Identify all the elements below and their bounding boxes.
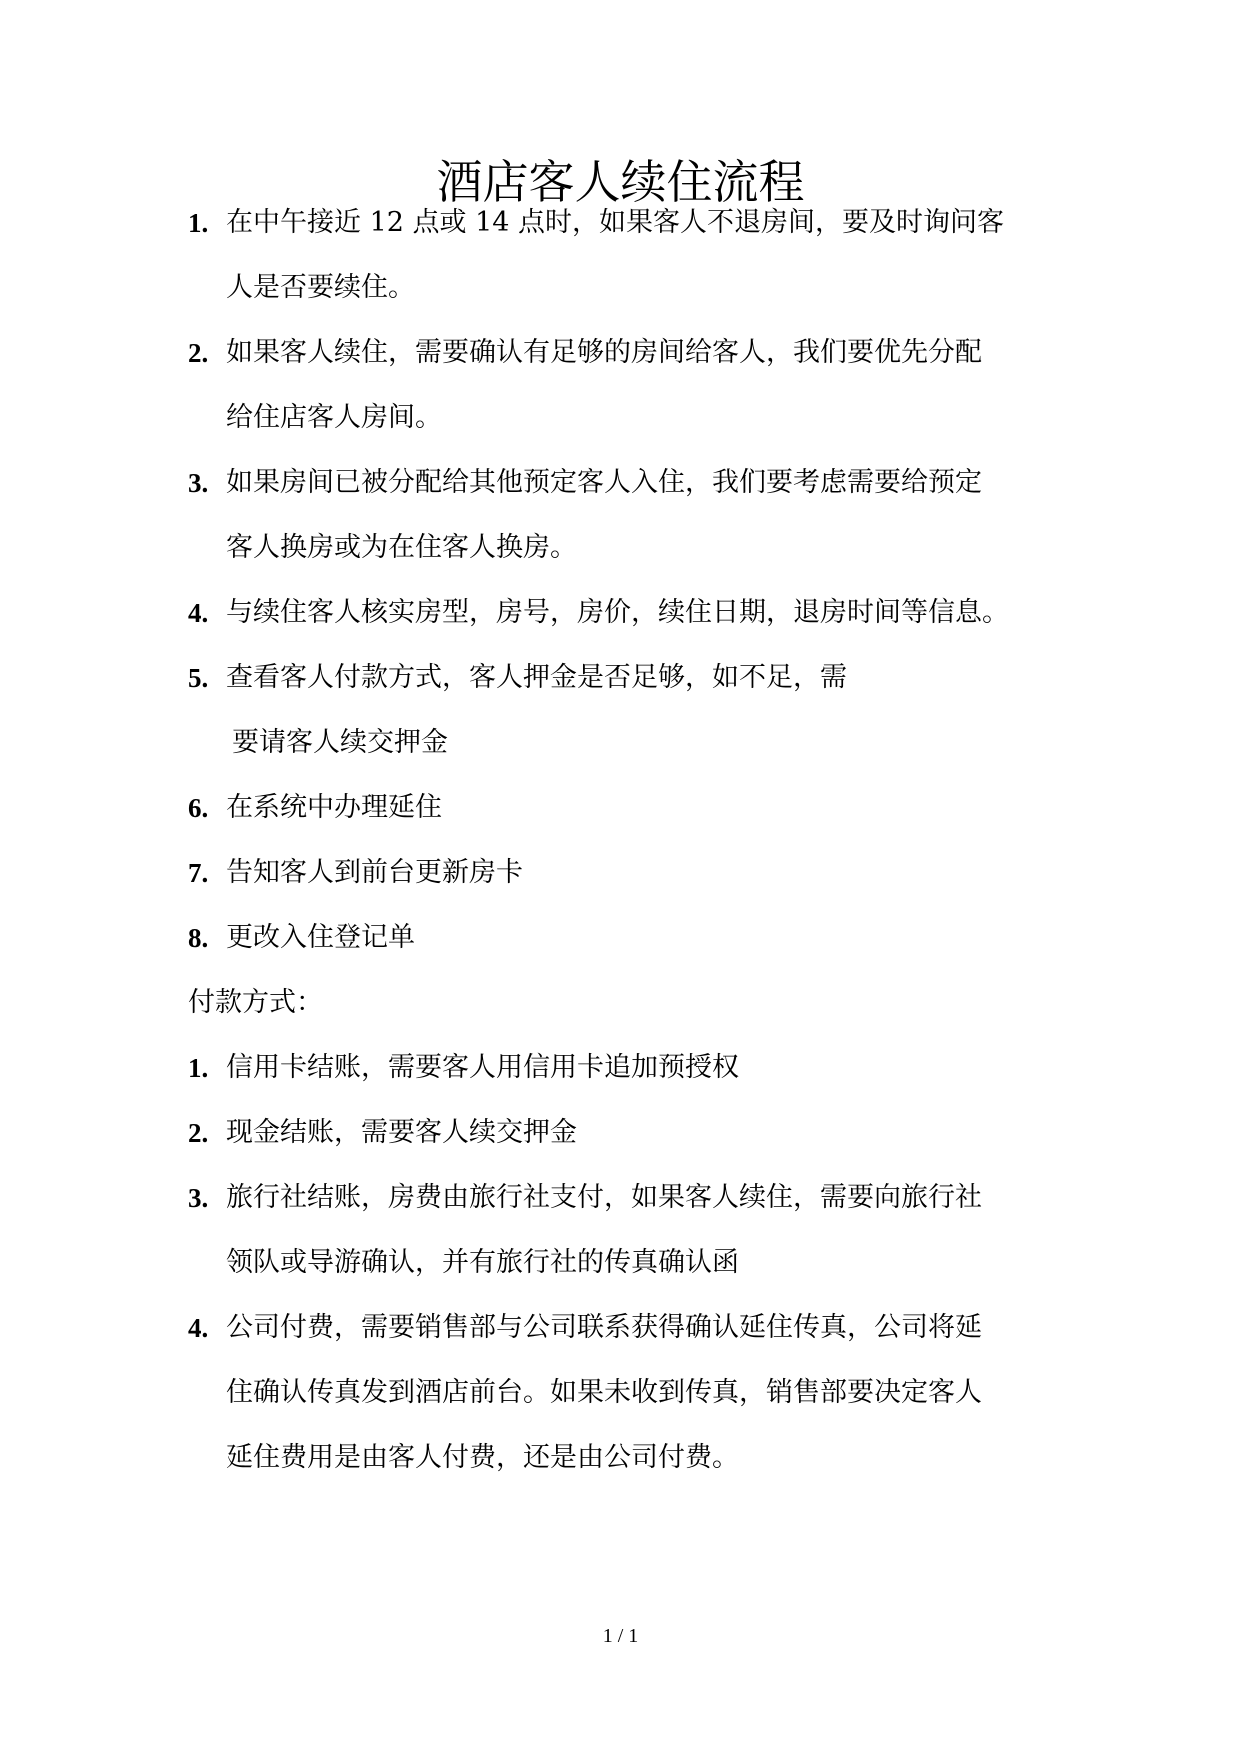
item-number: 8. — [188, 923, 209, 953]
item-line: 如果客人续住，需要确认有足够的房间给客人，我们要优先分配 — [226, 337, 982, 368]
item-number: 3. — [188, 468, 209, 498]
item-line: 查看客人付款方式，客人押金是否足够，如不足，需 — [226, 662, 847, 693]
item-number: 6. — [188, 793, 209, 823]
item-line: 延住费用是由客人付费，还是由公司付费。 — [226, 1442, 739, 1473]
item-text — [226, 335, 1068, 436]
item-number: 2. — [188, 338, 209, 368]
item-number: 7. — [188, 858, 209, 888]
item-line: 公司付费，需要销售部与公司联系获得确认延住传真，公司将延 — [226, 1312, 982, 1343]
item-line: 在系统中办理延住 — [226, 792, 442, 823]
item-line: 与续住客人核实房型，房号，房价，续住日期，退房时间等信息。 — [226, 597, 1009, 628]
item-text — [226, 855, 1068, 891]
item-line: 人是否要续住。 — [226, 272, 415, 303]
item-line: 现金结账，需要客人续交押金 — [226, 1117, 577, 1148]
page-title: 酒店客人续住流程 — [436, 155, 805, 209]
item-number: 2. — [188, 1118, 209, 1148]
item-text — [226, 1115, 1068, 1151]
item-number: 3. — [188, 1183, 209, 1213]
item-text — [226, 1310, 1068, 1476]
item-number: 5. — [188, 663, 209, 693]
item-line: 告知客人到前台更新房卡 — [226, 857, 523, 888]
item-line: 要请客人续交押金 — [232, 727, 448, 758]
item-number: 1. — [188, 1053, 209, 1083]
item-line: 给住店客人房间。 — [226, 402, 442, 433]
item-line: 住确认传真发到酒店前台。如果未收到传真，销售部要决定客人 — [226, 1377, 982, 1408]
item-text — [226, 660, 1068, 761]
item-line: 信用卡结账，需要客人用信用卡追加预授权 — [226, 1052, 739, 1083]
item-text — [226, 920, 1068, 956]
item-line: 如果房间已被分配给其他预定客人入住，我们要考虑需要给预定 — [226, 467, 982, 498]
item-text — [226, 1050, 1068, 1086]
section-heading: 付款方式： — [188, 987, 323, 1018]
item-line: 领队或导游确认，并有旅行社的传真确认函 — [226, 1247, 739, 1278]
item-number: 1. — [188, 208, 209, 238]
item-number: 4. — [188, 1313, 209, 1343]
item-text — [226, 595, 1068, 631]
item-line: 更改入住登记单 — [226, 922, 415, 953]
item-text — [226, 205, 1068, 306]
page-number: 1 / 1 — [602, 1625, 639, 1647]
item-line: 客人换房或为在住客人换房。 — [226, 532, 577, 563]
item-number: 4. — [188, 598, 209, 628]
item-line: 旅行社结账，房费由旅行社支付，如果客人续住，需要向旅行社 — [226, 1182, 982, 1213]
item-text — [226, 790, 1068, 826]
item-text — [226, 465, 1068, 566]
item-text — [226, 1180, 1068, 1281]
item-line: 在中午接近 12 点或 14 点时，如果客人不退房间，要及时询问客 — [226, 207, 1005, 238]
